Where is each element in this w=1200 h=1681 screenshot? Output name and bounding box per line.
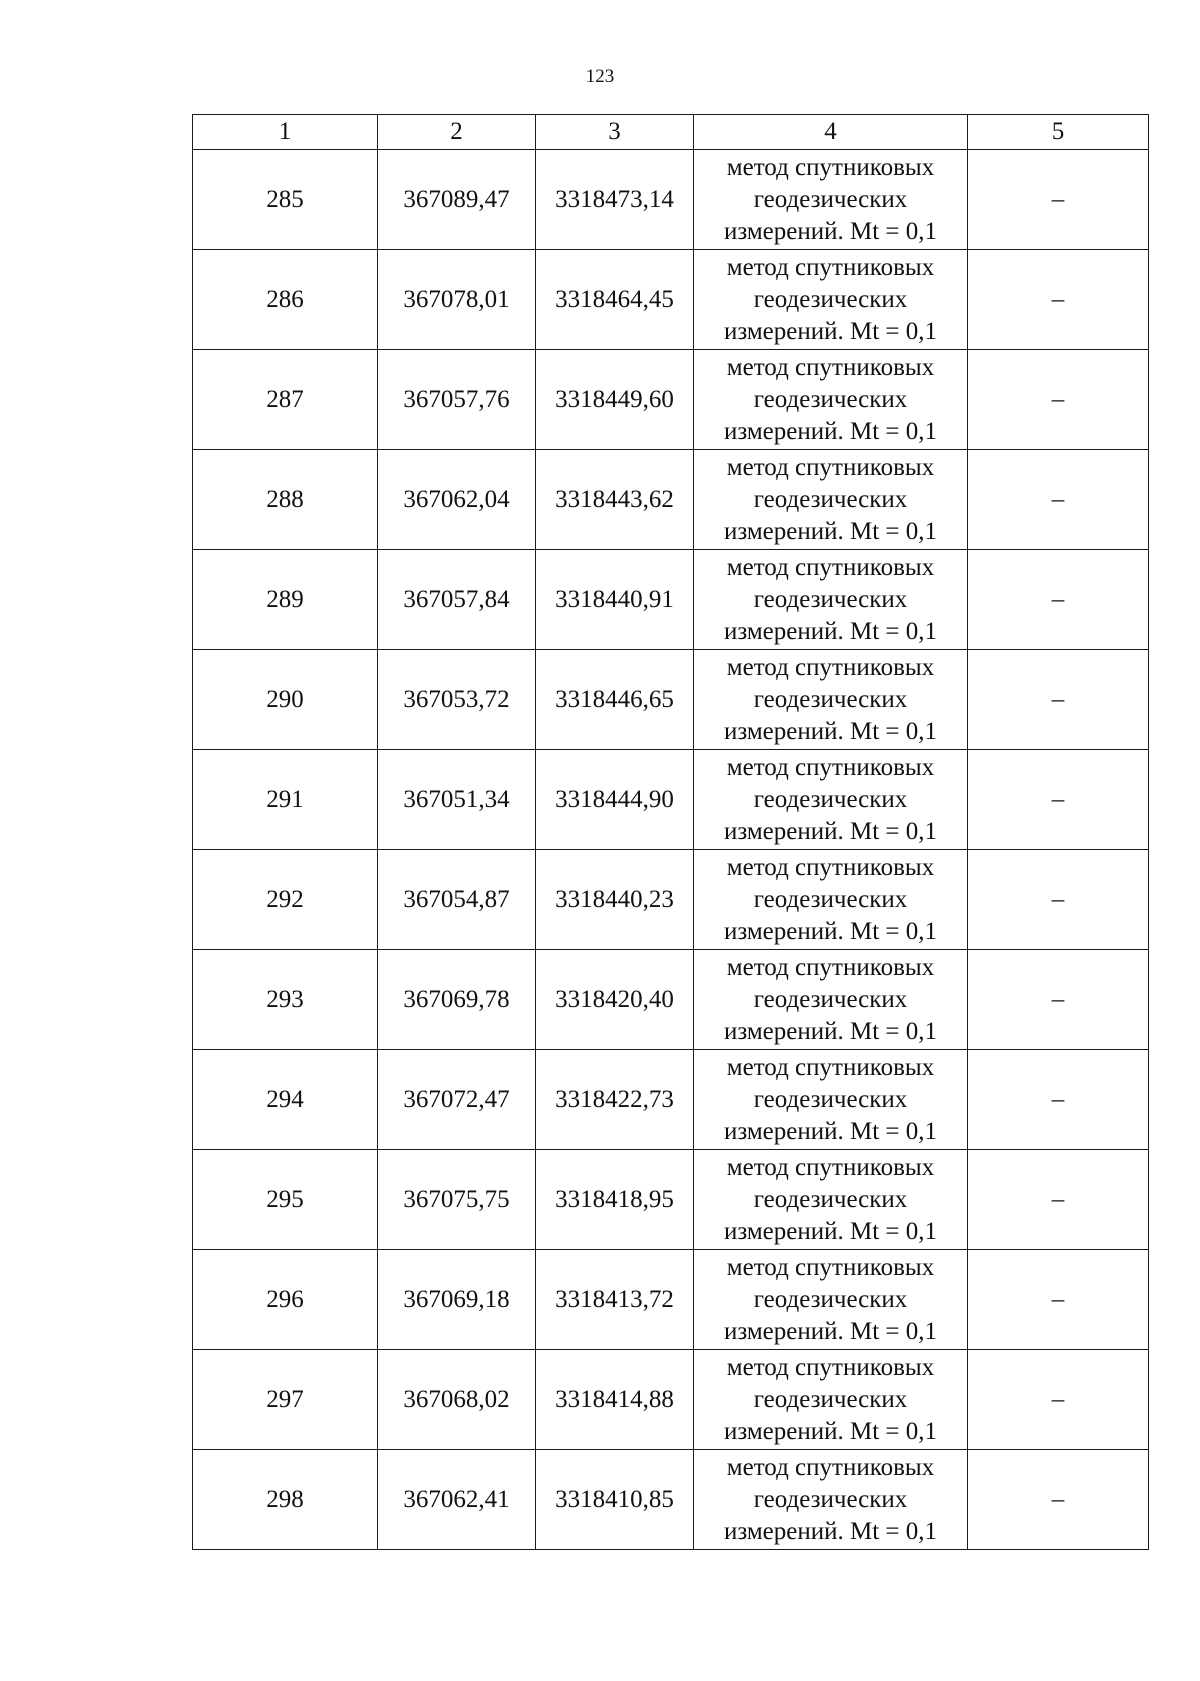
table-row <box>193 1350 1149 1450</box>
note-cell: – <box>968 1250 1149 1350</box>
column-header-4: 4 <box>694 115 968 150</box>
method-cell <box>694 1250 968 1350</box>
coordinate-x: 367051,34 <box>378 750 536 850</box>
note-cell: – <box>968 650 1149 750</box>
point-number: 287 <box>193 350 378 450</box>
table-row <box>193 750 1149 850</box>
page-number: 123 <box>585 66 615 87</box>
coordinates-table <box>192 114 1149 1550</box>
coordinate-y: 3318413,72 <box>536 1250 694 1350</box>
coordinate-x: 367069,78 <box>378 950 536 1050</box>
method-cell <box>694 350 968 450</box>
point-number: 285 <box>193 150 378 250</box>
column-header-1: 1 <box>193 115 378 150</box>
note-cell: – <box>968 450 1149 550</box>
coordinate-y: 3318422,73 <box>536 1050 694 1150</box>
column-header-2: 2 <box>378 115 536 150</box>
coordinate-y: 3318440,91 <box>536 550 694 650</box>
coordinate-y: 3318420,40 <box>536 950 694 1050</box>
method-text: метод спутниковых геодезических измерений. Mt = 0,1 <box>723 953 938 1045</box>
note-cell: – <box>968 850 1149 950</box>
coordinate-y: 3318473,14 <box>536 150 694 250</box>
coordinate-x: 367057,76 <box>378 350 536 450</box>
method-cell <box>694 850 968 950</box>
table-row <box>193 350 1149 450</box>
method-text: метод спутниковых геодезических измерений. Mt = 0,1 <box>723 553 938 645</box>
coordinate-x: 367072,47 <box>378 1050 536 1150</box>
method-text: метод спутниковых геодезических измерений. Mt = 0,1 <box>723 1153 938 1245</box>
note-cell: – <box>968 350 1149 450</box>
table-row <box>193 950 1149 1050</box>
point-number: 297 <box>193 1350 378 1450</box>
coordinate-y: 3318410,85 <box>536 1450 694 1550</box>
coordinate-y: 3318446,65 <box>536 650 694 750</box>
point-number: 290 <box>193 650 378 750</box>
point-number: 292 <box>193 850 378 950</box>
coordinate-x: 367062,04 <box>378 450 536 550</box>
method-text: метод спутниковых геодезических измерений. Mt = 0,1 <box>723 653 938 745</box>
point-number: 291 <box>193 750 378 850</box>
coordinate-y: 3318444,90 <box>536 750 694 850</box>
coordinate-x: 367062,41 <box>378 1450 536 1550</box>
coordinate-x: 367069,18 <box>378 1250 536 1350</box>
method-cell <box>694 1450 968 1550</box>
table-header-row <box>193 115 1149 150</box>
coordinate-x: 367068,02 <box>378 1350 536 1450</box>
table-row <box>193 450 1149 550</box>
note-cell: – <box>968 150 1149 250</box>
method-cell <box>694 650 968 750</box>
method-cell <box>694 950 968 1050</box>
point-number: 294 <box>193 1050 378 1150</box>
column-header-3: 3 <box>536 115 694 150</box>
method-text: метод спутниковых геодезических измерений. Mt = 0,1 <box>723 1353 938 1445</box>
method-cell <box>694 1150 968 1250</box>
table-row <box>193 1050 1149 1150</box>
note-cell: – <box>968 250 1149 350</box>
method-text: метод спутниковых геодезических измерений. Mt = 0,1 <box>723 153 938 245</box>
coordinate-y: 3318414,88 <box>536 1350 694 1450</box>
table-row <box>193 1150 1149 1250</box>
coordinate-y: 3318443,62 <box>536 450 694 550</box>
coordinate-x: 367078,01 <box>378 250 536 350</box>
table-row <box>193 850 1149 950</box>
point-number: 293 <box>193 950 378 1050</box>
point-number: 298 <box>193 1450 378 1550</box>
point-number: 288 <box>193 450 378 550</box>
coordinate-x: 367075,75 <box>378 1150 536 1250</box>
point-number: 289 <box>193 550 378 650</box>
method-cell <box>694 750 968 850</box>
method-text: метод спутниковых геодезических измерений. Mt = 0,1 <box>723 753 938 845</box>
table-row <box>193 250 1149 350</box>
note-cell: – <box>968 550 1149 650</box>
method-cell <box>694 1350 968 1450</box>
point-number: 296 <box>193 1250 378 1350</box>
method-text: метод спутниковых геодезических измерений. Mt = 0,1 <box>723 853 938 945</box>
method-text: метод спутниковых геодезических измерений. Mt = 0,1 <box>723 1053 938 1145</box>
method-cell <box>694 1050 968 1150</box>
method-text: метод спутниковых геодезических измерений. Mt = 0,1 <box>723 353 938 445</box>
coordinate-x: 367057,84 <box>378 550 536 650</box>
coordinate-y: 3318464,45 <box>536 250 694 350</box>
point-number: 286 <box>193 250 378 350</box>
coordinate-y: 3318449,60 <box>536 350 694 450</box>
method-cell <box>694 250 968 350</box>
table-row <box>193 1450 1149 1550</box>
note-cell: – <box>968 1350 1149 1450</box>
point-number: 295 <box>193 1150 378 1250</box>
note-cell: – <box>968 1450 1149 1550</box>
method-text: метод спутниковых геодезических измерений. Mt = 0,1 <box>723 253 938 345</box>
note-cell: – <box>968 950 1149 1050</box>
table-row <box>193 550 1149 650</box>
method-text: метод спутниковых геодезических измерений. Mt = 0,1 <box>723 453 938 545</box>
column-header-5: 5 <box>968 115 1149 150</box>
method-text: метод спутниковых геодезических измерений. Mt = 0,1 <box>723 1253 938 1345</box>
method-cell <box>694 550 968 650</box>
coordinate-x: 367089,47 <box>378 150 536 250</box>
note-cell: – <box>968 1150 1149 1250</box>
note-cell: – <box>968 750 1149 850</box>
method-cell <box>694 150 968 250</box>
method-text: метод спутниковых геодезических измерений. Mt = 0,1 <box>723 1453 938 1545</box>
table-row <box>193 150 1149 250</box>
table-row <box>193 650 1149 750</box>
coordinate-x: 367053,72 <box>378 650 536 750</box>
note-cell: – <box>968 1050 1149 1150</box>
coordinate-x: 367054,87 <box>378 850 536 950</box>
table-row <box>193 1250 1149 1350</box>
coordinate-y: 3318440,23 <box>536 850 694 950</box>
coordinate-y: 3318418,95 <box>536 1150 694 1250</box>
method-cell <box>694 450 968 550</box>
